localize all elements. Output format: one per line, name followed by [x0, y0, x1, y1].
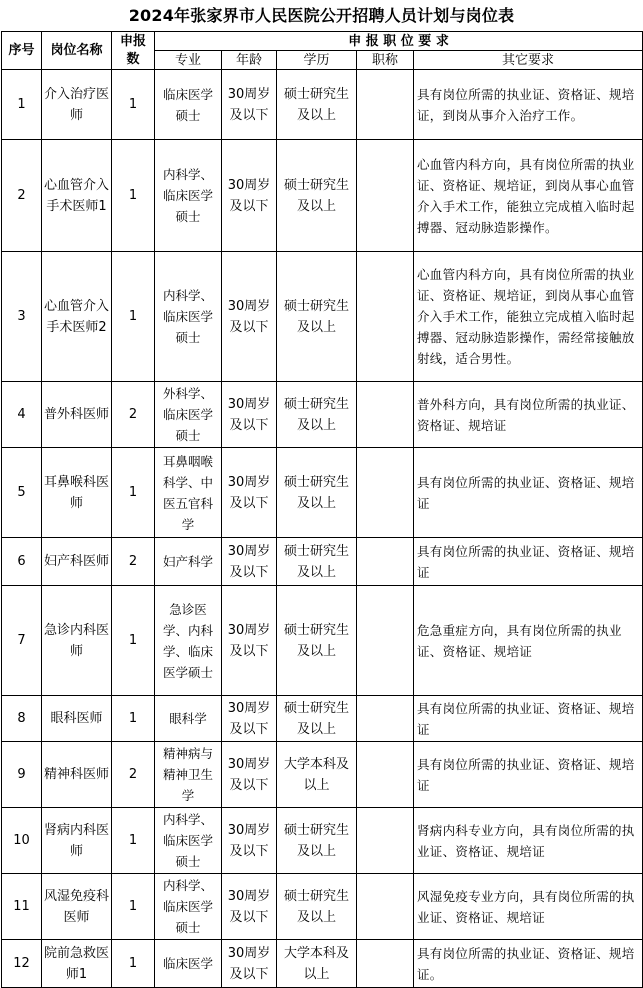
cell-major: 耳鼻咽喉科学、中医五官科学: [155, 448, 222, 538]
cell-major: 急诊医学、内科学、临床医学硕士: [155, 586, 222, 696]
cell-age: 30周岁及以下: [222, 696, 277, 742]
cell-position: 急诊内科医师: [42, 586, 112, 696]
cell-count: 1: [112, 252, 155, 382]
cell-count: 1: [112, 874, 155, 940]
cell-other: 心血管内科方向，具有岗位所需的执业证、资格证、规培证，到岗从事心血管介入手术工作，能独立完成植入临时起搏器、冠动脉造影操作。: [414, 140, 643, 252]
cell-rank: [357, 70, 414, 140]
cell-count: 2: [112, 538, 155, 586]
cell-rank: [357, 696, 414, 742]
cell-major: 临床医学: [155, 940, 222, 988]
recruitment-table: [1, 31, 643, 988]
table-row: [2, 538, 643, 586]
cell-rank: [357, 538, 414, 586]
cell-position: 普外科医师: [42, 382, 112, 448]
cell-count: 1: [112, 586, 155, 696]
cell-count: 1: [112, 808, 155, 874]
header-position: 岗位名称: [42, 32, 112, 70]
header-requirements-group: 申 报 职 位 要 求: [155, 32, 643, 51]
cell-edu: 硕士研究生及以上: [277, 252, 357, 382]
cell-age: 30周岁及以下: [222, 586, 277, 696]
cell-position: 心血管介入手术医师1: [42, 140, 112, 252]
cell-age: 30周岁及以下: [222, 940, 277, 988]
cell-edu: 硕士研究生及以上: [277, 448, 357, 538]
cell-seq: 11: [2, 874, 42, 940]
cell-major: 内科学、临床医学硕士: [155, 140, 222, 252]
cell-position: 心血管介入手术医师2: [42, 252, 112, 382]
cell-other: 肾病内科专业方向，具有岗位所需的执业证、资格证、规培证: [414, 808, 643, 874]
cell-major: 内科学、临床医学硕士: [155, 808, 222, 874]
cell-position: 妇产科医师: [42, 538, 112, 586]
header-age: 年龄: [222, 51, 277, 70]
cell-seq: 9: [2, 742, 42, 808]
cell-count: 1: [112, 140, 155, 252]
header-rank: 职称: [357, 51, 414, 70]
cell-seq: 8: [2, 696, 42, 742]
cell-age: 30周岁及以下: [222, 538, 277, 586]
cell-seq: 12: [2, 940, 42, 988]
table-row: [2, 140, 643, 252]
cell-seq: 5: [2, 448, 42, 538]
cell-other: 风湿免疫专业方向，具有岗位所需的执业证、资格证、规培证: [414, 874, 643, 940]
header-other: 其它要求: [414, 51, 643, 70]
cell-major: 妇产科学: [155, 538, 222, 586]
cell-seq: 2: [2, 140, 42, 252]
table-row: [2, 382, 643, 448]
cell-rank: [357, 140, 414, 252]
cell-other: 具有岗位所需的执业证、资格证、规培证: [414, 538, 643, 586]
cell-other: 普外科方向，具有岗位所需的执业证、资格证、规培证: [414, 382, 643, 448]
cell-position: 耳鼻喉科医师: [42, 448, 112, 538]
cell-position: 肾病内科医师: [42, 808, 112, 874]
cell-seq: 1: [2, 70, 42, 140]
cell-other: 具有岗位所需的执业证、资格证、规培证。: [414, 940, 643, 988]
table-row: [2, 696, 643, 742]
cell-rank: [357, 742, 414, 808]
cell-seq: 6: [2, 538, 42, 586]
cell-edu: 硕士研究生及以上: [277, 140, 357, 252]
cell-rank: [357, 586, 414, 696]
cell-count: 2: [112, 742, 155, 808]
cell-rank: [357, 940, 414, 988]
cell-edu: 硕士研究生及以上: [277, 70, 357, 140]
table-row: [2, 940, 643, 988]
table-row: [2, 586, 643, 696]
cell-major: 精神病与精神卫生学: [155, 742, 222, 808]
cell-other: 心血管内科方向，具有岗位所需的执业证、资格证、规培证，到岗从事心血管介入手术工作，能独立完成植入临时起搏器、冠动脉造影操作，需经常接触放射线，适合男性。: [414, 252, 643, 382]
cell-seq: 7: [2, 586, 42, 696]
cell-rank: [357, 252, 414, 382]
cell-age: 30周岁及以下: [222, 252, 277, 382]
header-major: 专业: [155, 51, 222, 70]
table-row: [2, 252, 643, 382]
cell-count: 1: [112, 696, 155, 742]
cell-seq: 3: [2, 252, 42, 382]
cell-edu: 硕士研究生及以上: [277, 696, 357, 742]
cell-edu: 硕士研究生及以上: [277, 874, 357, 940]
cell-count: 1: [112, 70, 155, 140]
header-edu: 学历: [277, 51, 357, 70]
page-title: 2024年张家界市人民医院公开招聘人员计划与岗位表: [128, 6, 515, 25]
cell-position: 风湿免疫科医师: [42, 874, 112, 940]
cell-rank: [357, 382, 414, 448]
cell-rank: [357, 808, 414, 874]
cell-other: 具有岗位所需的执业证、资格证、规培证，到岗从事介入治疗工作。: [414, 70, 643, 140]
cell-edu: 大学本科及以上: [277, 742, 357, 808]
cell-count: 2: [112, 382, 155, 448]
cell-seq: 10: [2, 808, 42, 874]
cell-seq: 4: [2, 382, 42, 448]
cell-edu: 硕士研究生及以上: [277, 538, 357, 586]
cell-count: 1: [112, 940, 155, 988]
header-seq: 序号: [2, 32, 42, 70]
cell-edu: 大学本科及以上: [277, 940, 357, 988]
cell-rank: [357, 448, 414, 538]
cell-age: 30周岁及以下: [222, 382, 277, 448]
table-row: [2, 70, 643, 140]
table-row: [2, 874, 643, 940]
cell-major: 外科学、临床医学硕士: [155, 382, 222, 448]
table-row: [2, 808, 643, 874]
table-row: [2, 742, 643, 808]
cell-age: 30周岁及以下: [222, 70, 277, 140]
cell-major: 内科学、临床医学硕士: [155, 874, 222, 940]
cell-edu: 硕士研究生及以上: [277, 382, 357, 448]
cell-other: 具有岗位所需的执业证、资格证、规培证: [414, 448, 643, 538]
cell-position: 院前急救医师1: [42, 940, 112, 988]
cell-age: 30周岁及以下: [222, 874, 277, 940]
table-row: [2, 448, 643, 538]
cell-other: 具有岗位所需的执业证、资格证、规培证: [414, 742, 643, 808]
cell-count: 1: [112, 448, 155, 538]
cell-edu: 硕士研究生及以上: [277, 808, 357, 874]
cell-age: 30周岁及以下: [222, 808, 277, 874]
cell-position: 眼科医师: [42, 696, 112, 742]
cell-rank: [357, 874, 414, 940]
cell-other: 具有岗位所需的执业证、资格证、规培证: [414, 696, 643, 742]
cell-other: 危急重症方向，具有岗位所需的执业证、资格证、规培证: [414, 586, 643, 696]
cell-age: 30周岁及以下: [222, 742, 277, 808]
cell-major: 眼科学: [155, 696, 222, 742]
header-count: 申报数: [112, 32, 155, 70]
cell-position: 介入治疗医师: [42, 70, 112, 140]
cell-age: 30周岁及以下: [222, 448, 277, 538]
cell-major: 内科学、临床医学硕士: [155, 252, 222, 382]
cell-edu: 硕士研究生及以上: [277, 586, 357, 696]
cell-major: 临床医学硕士: [155, 70, 222, 140]
cell-position: 精神科医师: [42, 742, 112, 808]
cell-age: 30周岁及以下: [222, 140, 277, 252]
